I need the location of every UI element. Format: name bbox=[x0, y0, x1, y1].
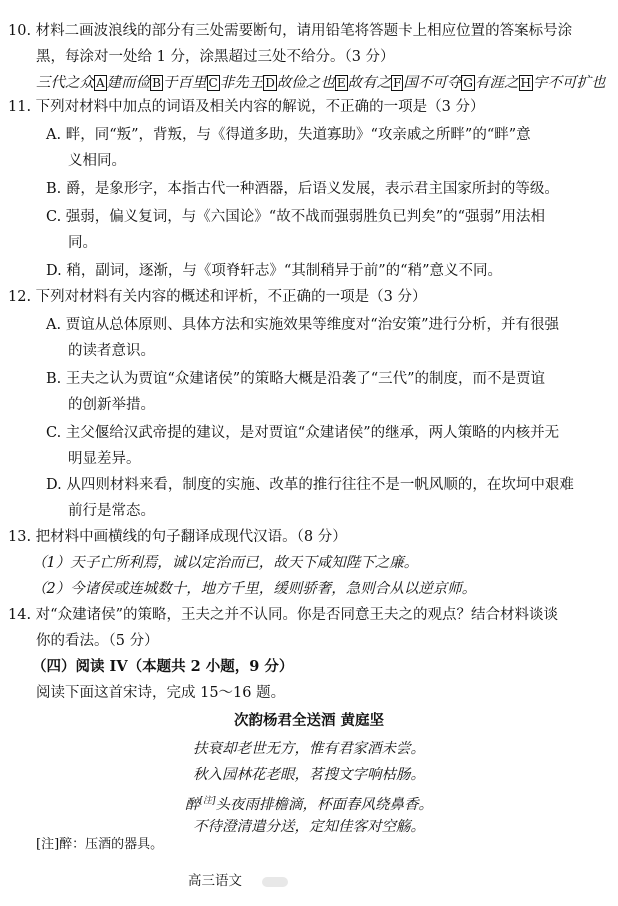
q12-option-a: A. 贾谊从总体原则、具体方法和实施效果等维度对“治安策”进行分析，并有很强 bbox=[46, 317, 560, 333]
section-heading: （四）阅读 IV（本题共 2 小题，9 分） bbox=[32, 658, 294, 675]
answer-box-b[interactable]: B bbox=[152, 76, 161, 90]
answer-box-h[interactable]: H bbox=[520, 76, 531, 90]
q11-option-a: A. 畔，同“叛”，背叛，与《得道多助，失道寡助》“攻亲戚之所畔”的“畔”意 bbox=[46, 127, 531, 143]
q12-option-d: D. 从四则材料来看，制度的实施、改革的推行往往不是一帆风顺的，在坎坷中艰难 bbox=[46, 477, 574, 493]
poem-word: 醉 bbox=[184, 797, 200, 813]
q13-sentence-1: （1）天子亡所利焉，诚以定治而已，故天下咸知陛下之廉。 bbox=[32, 555, 419, 571]
answer-box-d[interactable]: D bbox=[265, 76, 275, 90]
answer-box-g[interactable]: G bbox=[463, 76, 473, 90]
q11-stem: 11. 下列对材料中加点的词语及相关内容的解说，不正确的一项是（3 分） bbox=[8, 99, 485, 115]
q11-option-a-cont: 义相同。 bbox=[68, 153, 126, 169]
page-footer: 高三语文 bbox=[188, 873, 242, 889]
q12-option-b: B. 王夫之认为贾谊“众建诸侯”的策略大概是沿袭了“三代”的制度，而不是贾谊 bbox=[46, 371, 546, 387]
footnote-marker: [注] bbox=[199, 796, 216, 806]
poem-line-1: 扶衰却老世无方，惟有君家酒未尝。 bbox=[193, 741, 425, 757]
poem-title: 次韵杨君全送酒 黄庭坚 bbox=[233, 712, 385, 729]
q12-stem: 12. 下列对材料有关内容的概述和评析，不正确的一项是（3 分） bbox=[8, 289, 427, 305]
poem-line-2: 秋入园林花老眼，茗搜文字响枯肠。 bbox=[193, 767, 425, 783]
q10-passage bbox=[36, 74, 605, 92]
answer-box-e[interactable]: E bbox=[336, 76, 346, 90]
poem-line-3 bbox=[0, 792, 618, 814]
q10-frag: 宇不可扩也 bbox=[532, 75, 606, 91]
q11-option-b: B. 爵，是象形字，本指古代一种酒器，后语义发展，表示君主国家所封的等级。 bbox=[46, 181, 559, 197]
q13-stem: 13. 把材料中画横线的句子翻译成现代汉语。（8 分） bbox=[8, 529, 347, 545]
q10-frag: 故俭之也 bbox=[276, 75, 335, 91]
q10-frag: 故有之 bbox=[347, 75, 392, 91]
q10-frag: 三代之众 bbox=[36, 75, 94, 91]
q10-frag: 非先王 bbox=[219, 75, 264, 91]
q14-line2: 你的看法。（5 分） bbox=[36, 633, 159, 649]
scan-smudge bbox=[262, 877, 288, 887]
q10-frag: 建而俭 bbox=[106, 75, 151, 91]
q11-option-c: C. 强弱，偏义复词，与《六国论》“故不战而强弱胜负已判矣”的“强弱”用法相 bbox=[46, 209, 545, 225]
q11-option-c-cont: 同。 bbox=[68, 235, 97, 251]
q12-option-d-cont: 前行是常态。 bbox=[68, 503, 155, 519]
poem-line-3-rest: 头夜雨排檐滴，杯面春风绕鼻香。 bbox=[215, 797, 434, 813]
q11-option-d: D. 稍，副词，逐渐，与《项脊轩志》“其制稍异于前”的“稍”意义不同。 bbox=[46, 263, 502, 279]
footnote: [注]醉：压酒的器具。 bbox=[36, 837, 164, 852]
q12-option-b-cont: 的创新举措。 bbox=[68, 397, 155, 413]
q12-option-a-cont: 的读者意识。 bbox=[68, 343, 155, 359]
q10-line1: 10. 材料二画波浪线的部分有三处需要断句，请用铅笔将答题卡上相应位置的答案标号涂 bbox=[8, 23, 573, 39]
poem-line-4: 不待澄清遣分送，定知佳客对空觞。 bbox=[193, 819, 425, 835]
q12-option-c-cont: 明显差异。 bbox=[68, 451, 141, 467]
q13-sentence-2: （2）今诸侯或连城数十，地方千里，缓则骄奢，急则合从以逆京师。 bbox=[32, 581, 477, 597]
section-intro: 阅读下面这首宋诗，完成 15～16 题。 bbox=[36, 685, 286, 701]
q10-frag: 于百里 bbox=[163, 75, 207, 91]
answer-box-c[interactable]: C bbox=[208, 76, 218, 90]
q10-frag: 有涯之 bbox=[475, 75, 519, 91]
answer-box-f[interactable]: F bbox=[393, 76, 402, 90]
q12-option-c: C. 主父偃给汉武帝提的建议，是对贾谊“众建诸侯”的继承，两人策略的内核并无 bbox=[46, 425, 560, 441]
q10-frag: 国不可夺 bbox=[403, 75, 462, 91]
answer-box-a[interactable]: A bbox=[96, 76, 105, 90]
q14-line1: 14. 对“众建诸侯”的策略，王夫之并不认同。你是否同意王夫之的观点？结合材料谈谈 bbox=[8, 607, 558, 623]
q10-line2: 黑，每涂对一处给 1 分，涂黑超过三处不给分。（3 分） bbox=[36, 49, 395, 65]
